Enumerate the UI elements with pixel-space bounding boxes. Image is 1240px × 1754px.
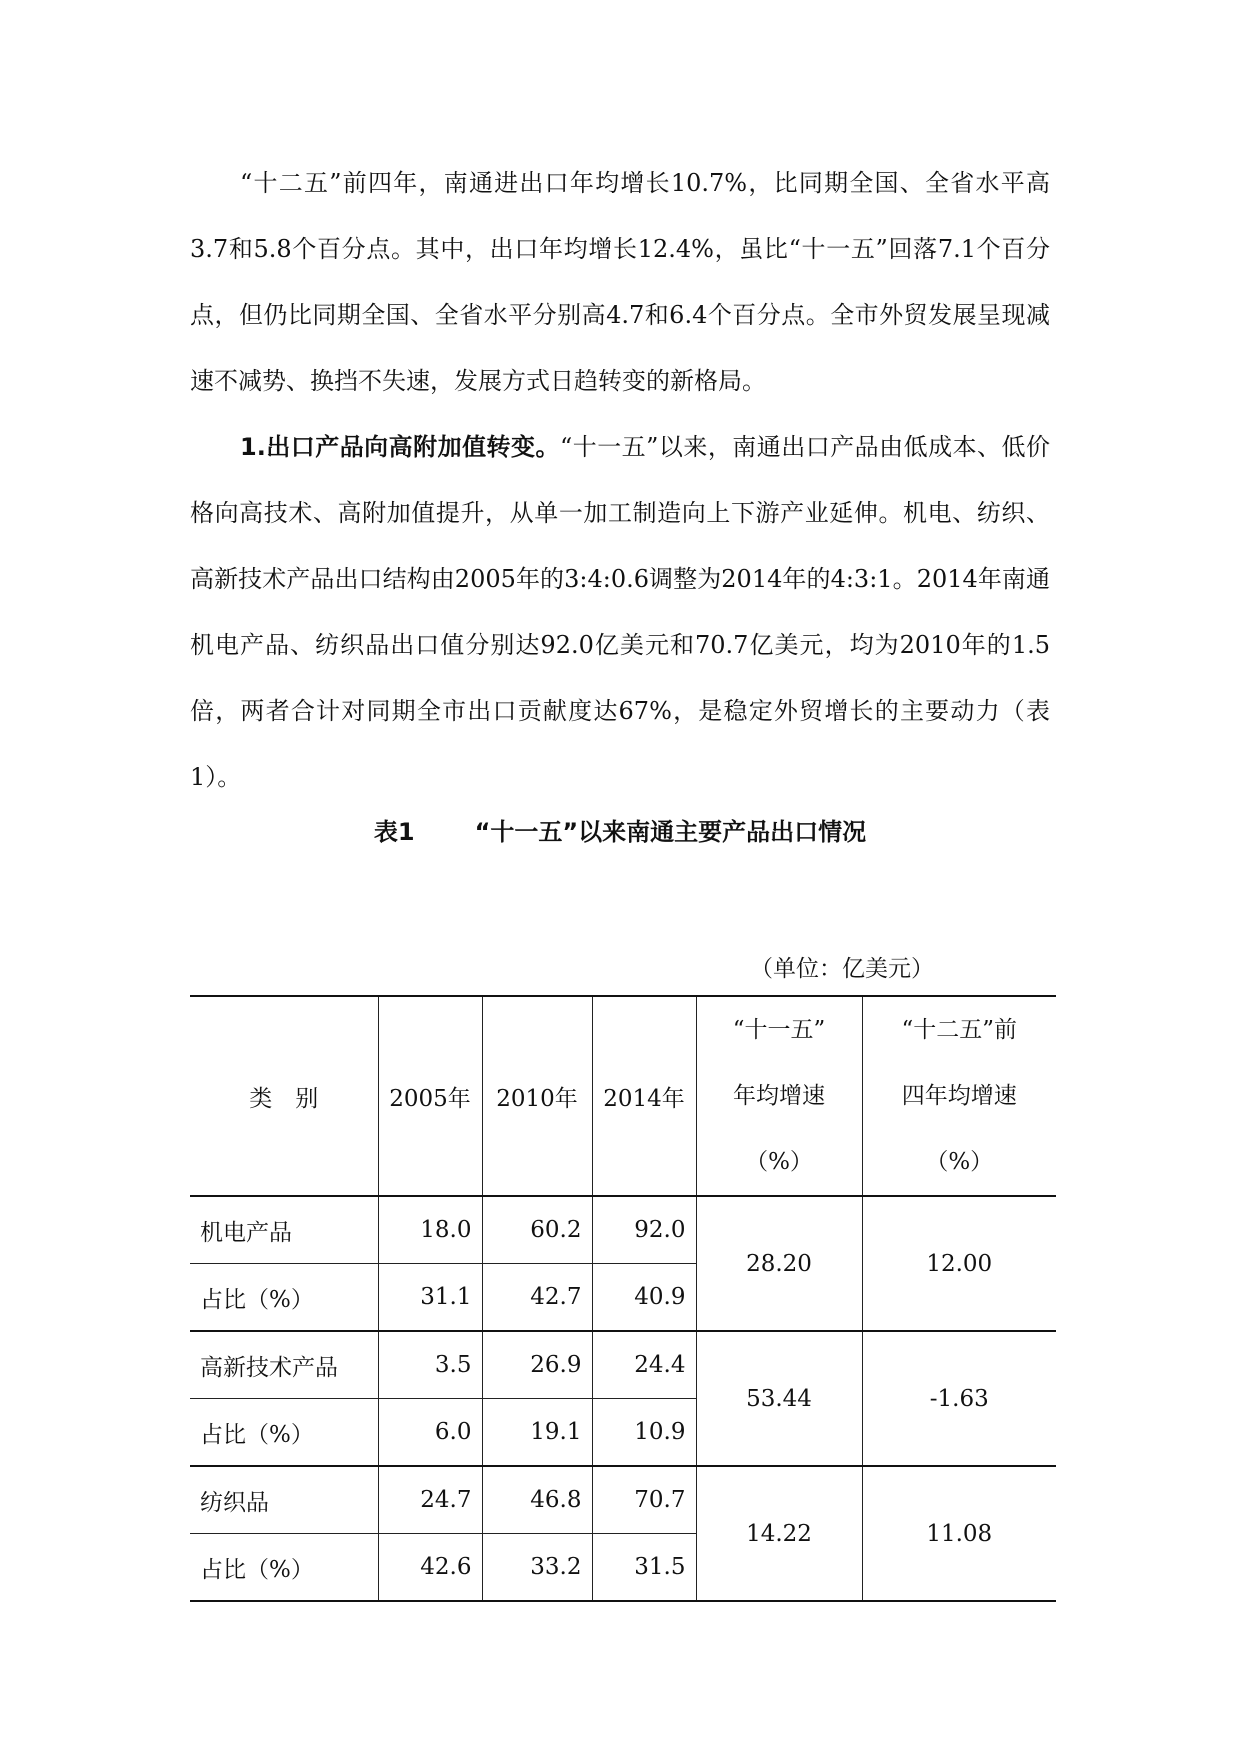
cell-growth-12th: 11.08	[862, 1466, 1056, 1601]
cell-2014: 31.5	[592, 1534, 696, 1602]
cell-growth-11th: 14.22	[696, 1466, 862, 1601]
row-label: 占比（%）	[190, 1399, 378, 1467]
cell-2010: 42.7	[482, 1264, 592, 1332]
paragraph-2-lead: 1.出口产品向高附加值转变。	[240, 433, 560, 461]
cell-2014: 92.0	[592, 1196, 696, 1264]
cell-2005: 31.1	[378, 1264, 482, 1332]
header-2010: 2010年	[482, 996, 592, 1196]
cell-2010: 60.2	[482, 1196, 592, 1264]
header-growth-11th-line2: 年均增速	[733, 1083, 825, 1109]
row-label: 占比（%）	[190, 1264, 378, 1332]
cell-growth-12th: -1.63	[862, 1331, 1056, 1466]
cell-2014: 24.4	[592, 1331, 696, 1399]
cell-2005: 6.0	[378, 1399, 482, 1467]
cell-2010: 33.2	[482, 1534, 592, 1602]
cell-2010: 26.9	[482, 1331, 592, 1399]
paragraph-1-text: “十二五”前四年，南通进出口年均增长10.7%，比同期全国、全省水平高3.7和5.8个百分点。其中，出口年均增长12.4%，虽比“十一五”回落7.1个百分点，但仍比同期全国、全省水平分别高4.7和6.4个百分点。全市外贸发展呈现减速不减势、换挡不失速，发展方式日趋转变的新格局。	[190, 169, 1050, 395]
cell-2005: 3.5	[378, 1331, 482, 1399]
cell-2014: 40.9	[592, 1264, 696, 1332]
table-row	[190, 1196, 1056, 1264]
cell-2014: 10.9	[592, 1399, 696, 1467]
table-header-row	[190, 996, 1056, 1196]
table-row	[190, 1331, 1056, 1399]
cell-growth-11th: 28.20	[696, 1196, 862, 1331]
header-2005: 2005年	[378, 996, 482, 1196]
row-label: 高新技术产品	[190, 1331, 378, 1399]
paragraph-1	[190, 150, 1050, 414]
cell-2005: 42.6	[378, 1534, 482, 1602]
export-table	[190, 995, 1056, 1602]
table-caption-number: 表1	[373, 818, 415, 846]
paragraph-2-text: “十一五”以来，南通出口产品由低成本、低价格向高技术、高附加值提升，从单一加工制造向上下游产业延伸。机电、纺织、高新技术产品出口结构由2005年的3:4:0.6调整为2014年的4:3:1。2014年南通机电产品、纺织品出口值分别达92.0亿美元和70.7亿美元，均为2010年的1.5倍，两者合计对同期全市出口贡献度达67%，是稳定外贸增长的主要动力（表1）。	[190, 433, 1050, 791]
table-caption-title: “十一五”以来南通主要产品出口情况	[474, 818, 867, 846]
header-2014: 2014年	[592, 996, 696, 1196]
cell-2010: 19.1	[482, 1399, 592, 1467]
cell-2005: 18.0	[378, 1196, 482, 1264]
cell-growth-12th: 12.00	[862, 1196, 1056, 1331]
table-row	[190, 1466, 1056, 1534]
row-label: 纺织品	[190, 1466, 378, 1534]
cell-2005: 24.7	[378, 1466, 482, 1534]
header-growth-11th-line1: “十一五”	[732, 1017, 826, 1043]
header-growth-11th	[696, 996, 862, 1196]
row-label: 机电产品	[190, 1196, 378, 1264]
header-growth-12th	[862, 996, 1056, 1196]
paragraph-2	[190, 414, 1050, 810]
header-growth-12th-line2: 四年均增速	[901, 1083, 1017, 1109]
table-caption	[190, 812, 1050, 847]
cell-2010: 46.8	[482, 1466, 592, 1534]
cell-2014: 70.7	[592, 1466, 696, 1534]
header-growth-12th-line1: “十二五”前	[901, 1017, 1018, 1043]
header-growth-11th-line3: （%）	[745, 1149, 813, 1175]
table-unit: （单位：亿美元）	[750, 956, 934, 982]
cell-growth-11th: 53.44	[696, 1331, 862, 1466]
header-category: 类 别	[190, 996, 378, 1196]
row-label: 占比（%）	[190, 1534, 378, 1602]
header-growth-12th-line3: （%）	[925, 1149, 994, 1175]
